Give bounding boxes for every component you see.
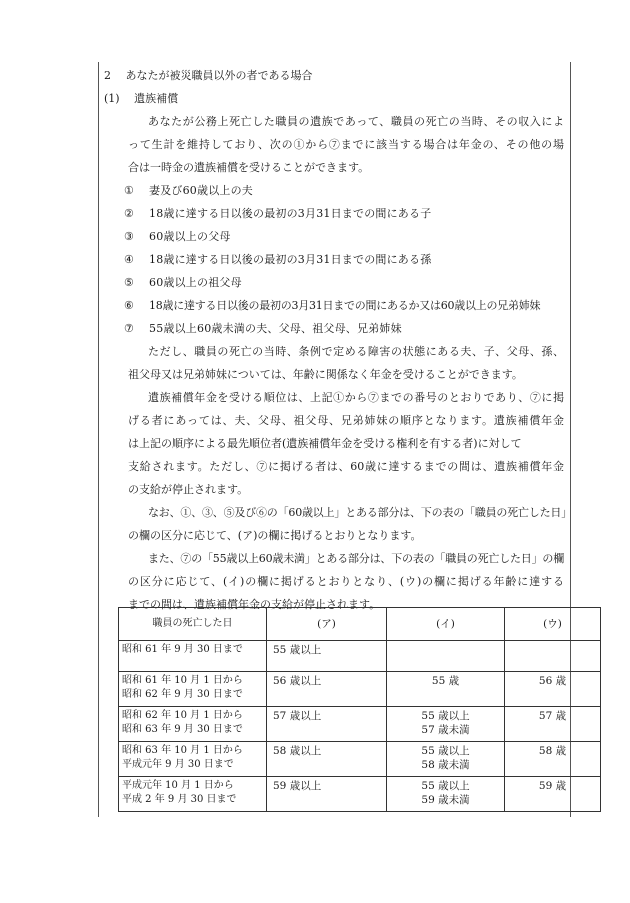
paragraph-line: の欄の区分に応じて、(ア)の欄に掲げるとおりとなります。 bbox=[128, 529, 422, 542]
paragraph-line: また、⑦の「55歳以上60歳未満」とある部分は、下の表の「職員の死亡した日」の欄 bbox=[148, 552, 564, 565]
paragraph-line: の支給が停止されます。 bbox=[128, 483, 249, 496]
cell-a: 59 歳以上 bbox=[267, 777, 387, 812]
cell-i bbox=[387, 742, 505, 777]
section-number: 2 bbox=[104, 69, 111, 82]
date-line: 昭和 63 年 10 月 1 日から bbox=[122, 745, 243, 756]
cell-date bbox=[119, 641, 267, 672]
header-i: (イ) bbox=[387, 608, 505, 641]
date-line: 昭和 61 年 10 月 1 日から bbox=[122, 675, 243, 686]
cell-a: 58 歳以上 bbox=[267, 742, 387, 777]
item-text: 60歳以上の父母 bbox=[149, 230, 231, 243]
i-line: 58 歳未満 bbox=[421, 759, 470, 771]
cell-i bbox=[387, 777, 505, 812]
eligibility-list bbox=[104, 179, 564, 340]
paragraph-line: なお、①、③、⑤及び⑥の「60歳以上」とある部分は、下の表の「職員の死亡した日」 bbox=[148, 506, 572, 519]
paragraph-line: の区分に応じて、(イ)の欄に掲げるとおりとなり、(ウ)の欄に掲げる年齢に達する bbox=[128, 575, 564, 588]
item-number: ⑥ bbox=[124, 299, 134, 312]
subsection-number: (1) bbox=[104, 92, 120, 105]
item-text: 18歳に達する日以後の最初の3月31日までの間にある子 bbox=[149, 207, 432, 220]
table-row bbox=[119, 777, 601, 812]
frame-left-border bbox=[98, 62, 99, 817]
cell-a: 57 歳以上 bbox=[267, 707, 387, 742]
cell-a: 56 歳以上 bbox=[267, 672, 387, 707]
list-item bbox=[104, 271, 564, 294]
cell-i bbox=[387, 641, 505, 672]
section-heading bbox=[104, 64, 564, 87]
section-title: あなたが被災職員以外の者である場合 bbox=[125, 69, 313, 82]
i-line: 55 歳 bbox=[431, 675, 460, 687]
item-text: 18歳に達する日以後の最初の3月31日までの間にあるか又は60歳以上の兄弟姉妹 bbox=[149, 299, 541, 312]
cell-a: 55 歳以上 bbox=[267, 641, 387, 672]
subsection-heading bbox=[104, 87, 564, 110]
cell-i bbox=[387, 672, 505, 707]
paragraph-line: 遺族補償年金を受ける順位は、上記①から⑦までの番号のとおりであり、⑦に掲 bbox=[148, 391, 564, 404]
i-line: 55 歳以上 bbox=[421, 780, 470, 792]
table-row bbox=[119, 641, 601, 672]
item-number: ④ bbox=[124, 253, 134, 266]
i-line: 55 歳以上 bbox=[421, 710, 470, 722]
item-number: ③ bbox=[124, 230, 134, 243]
date-line: 平成元年 9 月 30 日まで bbox=[122, 759, 234, 770]
date-line: 昭和 61 年 9 月 30 日まで bbox=[122, 644, 243, 655]
cell-date bbox=[119, 707, 267, 742]
proviso-paragraph bbox=[104, 340, 564, 386]
subsection-title: 遺族補償 bbox=[134, 92, 179, 105]
list-item bbox=[104, 317, 564, 340]
i-line: 55 歳以上 bbox=[421, 745, 470, 757]
list-item bbox=[104, 294, 564, 317]
i-line: 59 歳未満 bbox=[421, 794, 470, 806]
cell-u: 58 歳 bbox=[505, 742, 601, 777]
paragraph-line: までの間は、遺族補償年金の支給が停止されます。 bbox=[128, 598, 381, 611]
table-row bbox=[119, 707, 601, 742]
item-text: 18歳に達する日以後の最初の3月31日までの間にある孫 bbox=[149, 253, 432, 266]
list-item bbox=[104, 225, 564, 248]
paragraph-line: って生計を維持しており、次の①から⑦までに該当する場合は年金の、その他の場 bbox=[128, 138, 564, 151]
list-item bbox=[104, 179, 564, 202]
paragraph-line: 祖父母又は兄弟姉妹については、年齢に関係なく年金を受けることができます。 bbox=[128, 368, 523, 381]
note-paragraph-2 bbox=[104, 547, 564, 616]
paragraph-line: げる者にあっては、夫、父母、祖父母、兄弟姉妹の順序となります。遺族補償年金 bbox=[128, 414, 564, 427]
table-header-row bbox=[119, 608, 601, 641]
item-number: ⑦ bbox=[124, 322, 134, 335]
item-text: 55歳以上60歳未満の夫、父母、祖父母、兄弟姉妹 bbox=[149, 322, 402, 335]
paragraph-line: 支給されます。ただし、⑦に掲げる者は、60歳に達するまでの間は、遺族補償年金 bbox=[128, 460, 564, 473]
order-paragraph bbox=[104, 386, 564, 501]
table-row bbox=[119, 742, 601, 777]
paragraph-line: 合は一時金の遺族補償を受けることができます。 bbox=[128, 161, 370, 174]
header-u: (ウ) bbox=[505, 608, 601, 641]
intro-paragraph bbox=[104, 110, 564, 179]
cell-date bbox=[119, 777, 267, 812]
header-a: (ア) bbox=[267, 608, 387, 641]
item-number: ② bbox=[124, 207, 134, 220]
item-text: 妻及び60歳以上の夫 bbox=[149, 184, 253, 197]
cell-u: 56 歳 bbox=[505, 672, 601, 707]
item-text: 60歳以上の祖父母 bbox=[149, 276, 242, 289]
header-death-date: 職員の死亡した日 bbox=[119, 608, 267, 641]
age-table bbox=[118, 607, 601, 812]
date-line: 平成元年 10 月 1 日から bbox=[122, 780, 234, 791]
list-item bbox=[104, 202, 564, 225]
note-paragraph-1 bbox=[104, 501, 572, 547]
date-line: 昭和 62 年 9 月 30 日まで bbox=[122, 689, 243, 700]
paragraph-line: あなたが公務上死亡した職員の遺族であって、職員の死亡の当時、その収入によ bbox=[148, 115, 564, 128]
cell-date bbox=[119, 742, 267, 777]
cell-date bbox=[119, 672, 267, 707]
date-line: 平成 2 年 9 月 30 日まで bbox=[122, 794, 237, 805]
cell-u: 59 歳 bbox=[505, 777, 601, 812]
paragraph-line: ただし、職員の死亡の当時、条例で定める障害の状態にある夫、子、父母、孫、 bbox=[148, 345, 564, 358]
cell-u bbox=[505, 641, 601, 672]
cell-i bbox=[387, 707, 505, 742]
document-body bbox=[104, 64, 572, 616]
cell-u: 57 歳 bbox=[505, 707, 601, 742]
date-line: 昭和 62 年 10 月 1 日から bbox=[122, 710, 243, 721]
list-item bbox=[104, 248, 564, 271]
item-number: ⑤ bbox=[124, 276, 134, 289]
paragraph-line: は上記の順序による最先順位者(遺族補償年金を受ける権利を有する者)に対して bbox=[128, 437, 522, 450]
date-line: 昭和 63 年 9 月 30 日まで bbox=[122, 724, 243, 735]
table-row bbox=[119, 672, 601, 707]
item-number: ① bbox=[124, 184, 134, 197]
i-line: 57 歳未満 bbox=[421, 724, 470, 736]
